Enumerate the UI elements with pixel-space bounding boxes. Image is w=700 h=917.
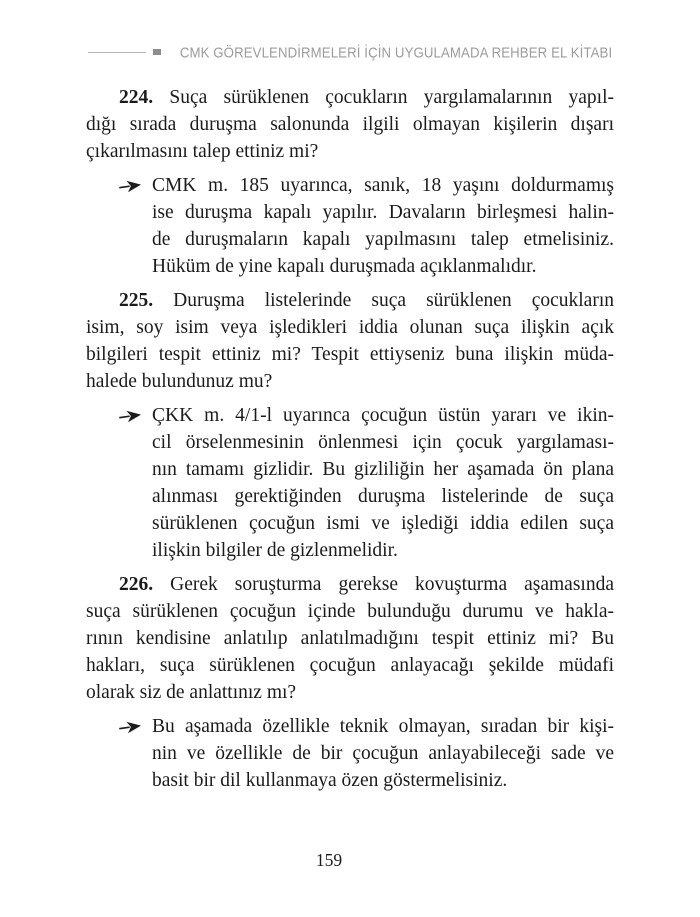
question-number: 224. xyxy=(119,87,154,108)
page-footer xyxy=(0,850,700,871)
text-line: halede bulundunuz mu? xyxy=(86,371,273,392)
text-line: isim, soy isim veya işledikleri iddia olunan suça ilişkin açık xyxy=(86,317,614,338)
text-line: ilişkin bilgiler de gizlenmelidir. xyxy=(152,540,398,561)
header-square-marker xyxy=(153,49,161,55)
text-line: cil örselenmesinin önlenmesi için çocuk yargılaması- xyxy=(152,432,614,453)
question-paragraph xyxy=(86,287,614,395)
question-number: 225. xyxy=(119,290,154,311)
text-line: Hüküm de yine kapalı duruşmada açıklanmalıdır. xyxy=(152,256,537,277)
arrow-right-icon xyxy=(118,718,144,734)
text-line: dığı sırada duruşma salonunda ilgili olmayan kişilerin dışarı xyxy=(86,114,614,135)
running-header xyxy=(88,44,612,60)
question-text: Gerek soruşturma gerekse kovuşturma aşamasında xyxy=(170,574,614,595)
text-line: alınması gerektiğinden duruşma listelerinde de suça xyxy=(152,486,614,507)
question-paragraph xyxy=(86,84,614,165)
page-number: 159 xyxy=(315,850,343,870)
question-paragraph xyxy=(86,571,614,706)
text-line xyxy=(86,571,614,598)
answer-paragraph xyxy=(86,402,614,564)
text-line: CMK m. 185 uyarınca, sanık, 18 yaşını doldurmamış xyxy=(152,175,614,196)
running-head-title: CMK GÖREVLENDİRMELERİ İÇİN UYGULAMADA REHBER EL KİTABI xyxy=(179,43,612,61)
text-line: Bu aşamada özellikle teknik olmayan, sıradan bir kişi- xyxy=(152,716,614,737)
text-line: çıkarılmasını talep ettiniz mi? xyxy=(86,141,319,162)
question-text: Suça sürüklenen çocukların yargılamalarının yapıl- xyxy=(169,87,615,108)
question-text: Duruşma listelerinde suça sürüklenen çocukların xyxy=(173,290,614,311)
text-line: hakları, suça sürüklenen çocuğun anlayacağı şekilde müdafi xyxy=(86,655,614,676)
arrow-right-icon xyxy=(118,407,144,423)
header-rule xyxy=(88,52,146,53)
text-line: suça sürüklenen çocuğun içinde bulunduğu durumu ve hakla- xyxy=(86,601,614,622)
text-line: sürüklenen çocuğun ismi ve işlediği iddia edilen suça xyxy=(152,513,614,534)
text-line xyxy=(86,287,614,314)
text-line: bilgileri tespit ettiniz mi? Tespit ettiyseniz buna ilişkin müda- xyxy=(86,344,614,365)
text-line: rının kendisine anlatılıp anlatılmadığını tespit ettiniz mi? Bu xyxy=(86,628,614,649)
answer-paragraph xyxy=(86,713,614,794)
text-line: basit bir dil kullanmaya özen göstermelisiniz. xyxy=(152,770,508,791)
text-line xyxy=(86,84,614,111)
text-line: nın tamamı gizlidir. Bu gizliliğin her aşamada ön plana xyxy=(152,459,614,480)
page-content xyxy=(86,84,614,801)
text-line: ise duruşma kapalı yapılır. Davaların birleşmesi halin- xyxy=(152,202,614,223)
text-line: ÇKK m. 4/1-l uyarınca çocuğun üstün yararı ve ikin- xyxy=(152,405,614,426)
answer-paragraph xyxy=(86,172,614,280)
text-line: olarak siz de anlattınız mı? xyxy=(86,682,297,703)
text-line: nin ve özellikle de bir çocuğun anlayabileceği sade ve xyxy=(152,743,614,764)
text-line: de duruşmaların kapalı yapılmasını talep etmelisiniz. xyxy=(152,229,614,250)
arrow-right-icon xyxy=(118,177,144,193)
question-number: 226. xyxy=(119,574,154,595)
